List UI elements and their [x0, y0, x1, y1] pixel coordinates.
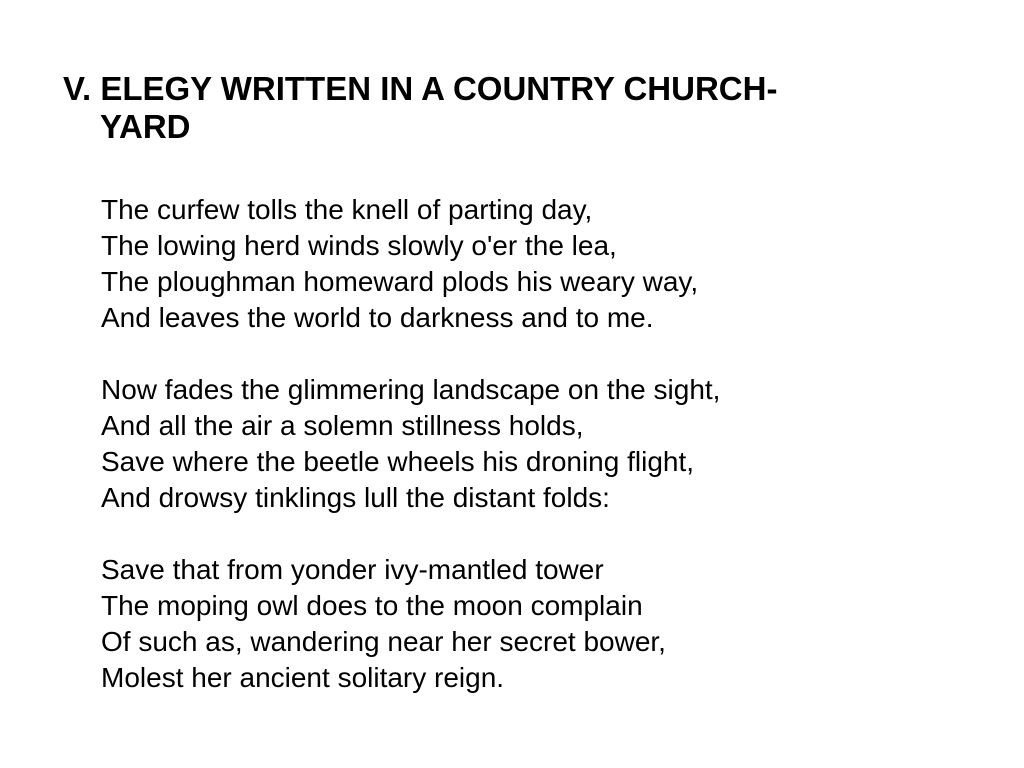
verse-line: Of such as, wandering near her secret bower,	[101, 626, 666, 657]
stanza-1	[101, 192, 961, 336]
verse-line: And all the air a solemn stillness holds,	[101, 410, 584, 441]
stanza-3	[101, 552, 961, 696]
verse-line: The moping owl does to the moon complain	[101, 590, 643, 621]
verse-line: Molest her ancient solitary reign.	[101, 662, 505, 693]
verse-line: And leaves the world to darkness and to me.	[101, 302, 654, 333]
verse-line: And drowsy tinklings lull the distant folds:	[101, 482, 610, 513]
verse-line: The ploughman homeward plods his weary way,	[101, 266, 699, 297]
verse-line: The lowing herd winds slowly o'er the lea,	[101, 230, 617, 261]
page-title	[63, 70, 963, 146]
poem-body	[101, 192, 961, 732]
stanza-2	[101, 372, 961, 516]
verse-line: Now fades the glimmering landscape on the sight,	[101, 374, 721, 405]
verse-line: Save that from yonder ivy-mantled tower	[101, 554, 604, 585]
title-line-1: V. ELEGY WRITTEN IN A COUNTRY CHURCH-	[63, 70, 778, 107]
verse-line: Save where the beetle wheels his droning flight,	[101, 446, 695, 477]
title-line-2: YARD	[100, 108, 191, 145]
verse-line: The curfew tolls the knell of parting day,	[101, 194, 593, 225]
